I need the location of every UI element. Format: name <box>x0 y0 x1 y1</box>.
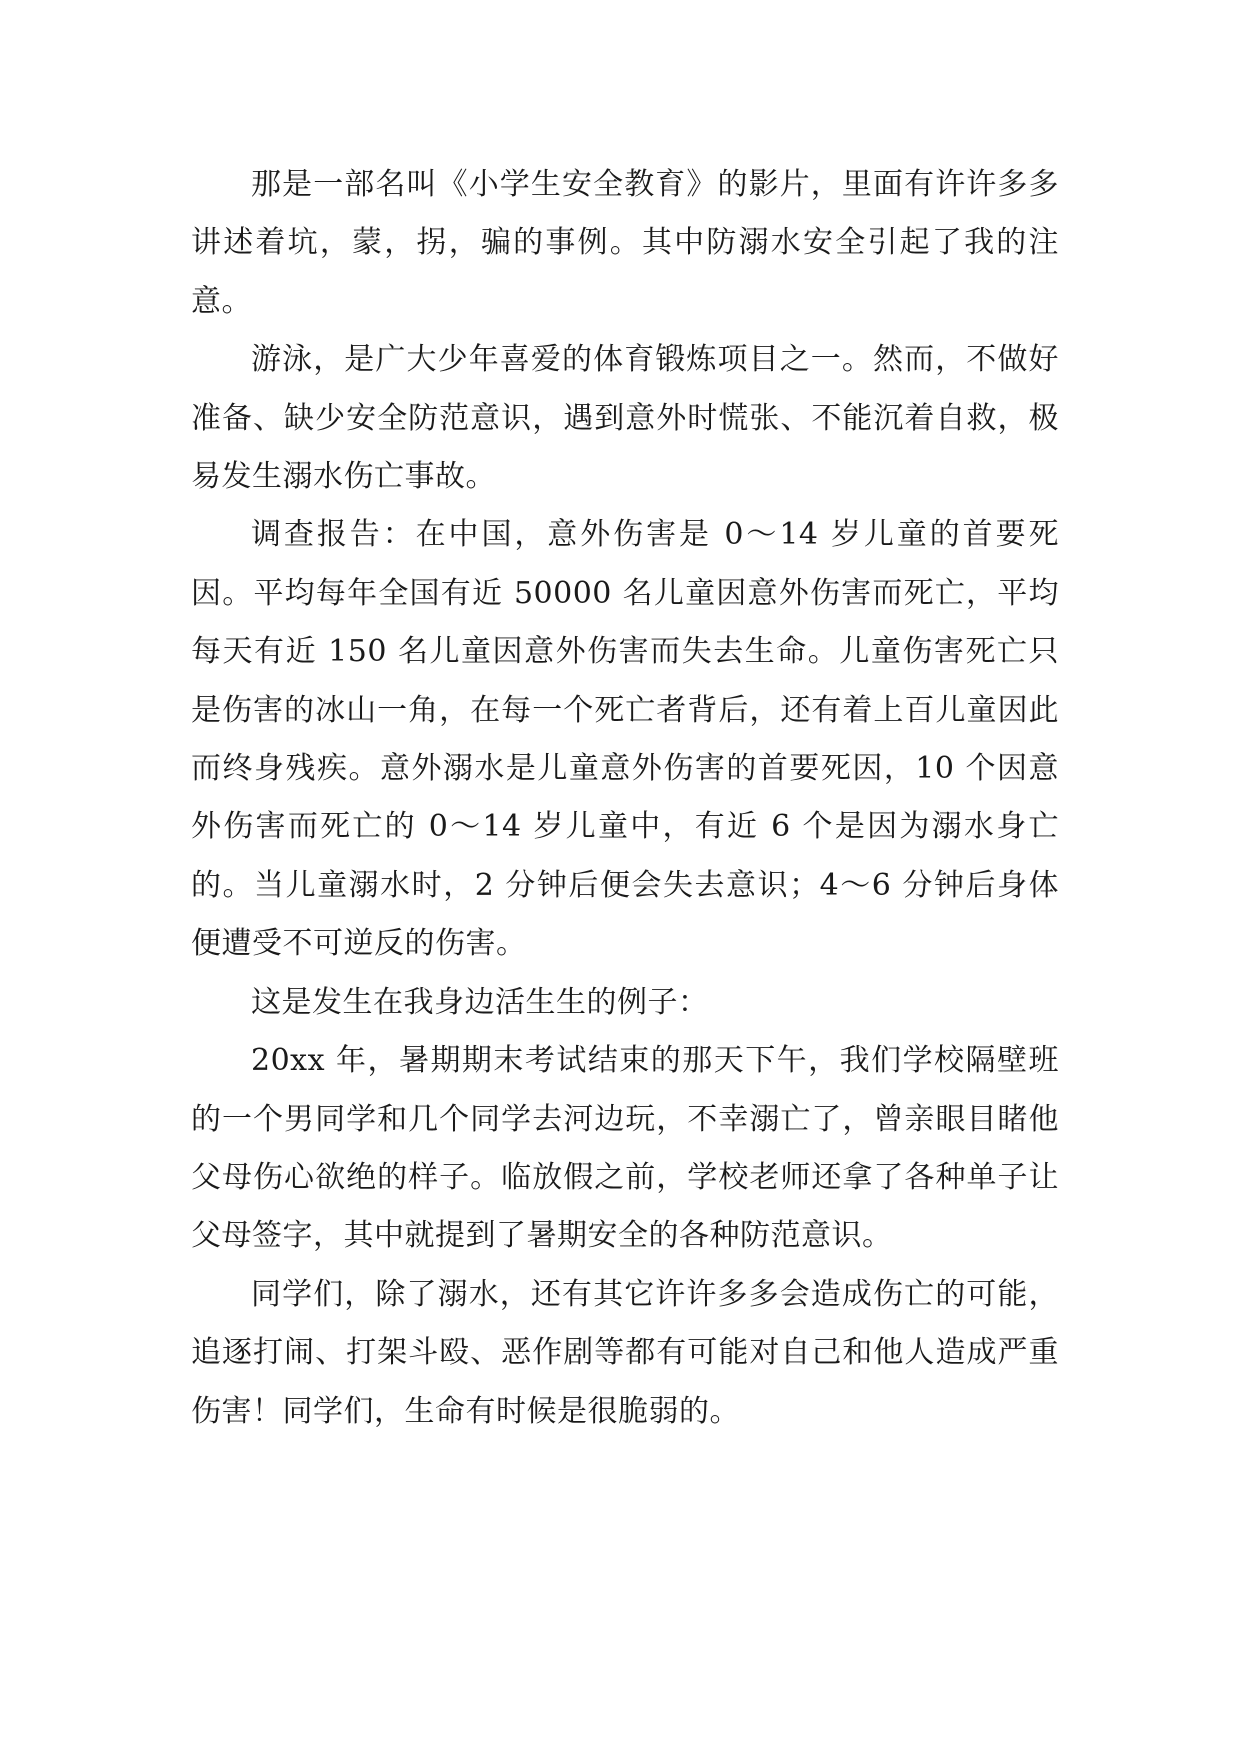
paragraph-film-intro: 那是一部名叫《小学生安全教育》的影片，里面有许许多多讲述着坑，蒙，拐，骗的事例。其中防溺水安全引起了我的注意。 <box>191 167 1059 319</box>
paragraph-example-intro: 这是发生在我身边活生生的例子： <box>251 984 709 1020</box>
paragraph-example-story: 20xx 年，暑期期末考试结束的那天下午，我们学校隔壁班的一个男同学和几个同学去河边玩，不幸溺亡了，曾亲眼目睹他父母伤心欲绝的样子。临放假之前，学校老师还拿了各种单子让父母签字，其中就提到了暑期安全的各种防范意识。 <box>191 1043 1059 1254</box>
paragraph-conclusion: 同学们，除了溺水，还有其它许许多多会造成伤亡的可能，追逐打闹、打架斗殴、恶作剧等都有可能对自己和他人造成严重伤害！同学们，生命有时候是很脆弱的。 <box>191 1276 1059 1429</box>
paragraph-survey-report: 调查报告：在中国，意外伤害是 0～14 岁儿童的首要死因。平均每年全国有近 50000 名儿童因意外伤害而死亡，平均每天有近 150 名儿童因意外伤害而失去生命。儿童伤害死亡只是伤害的冰山一角，在每一个死亡者背后，还有着上百儿童因此而终身残疾。意外溺水是儿童意外伤害的首要死因，10 个因意外伤害而死亡的 0～14 岁儿童中，有近 6 个是因为溺水身亡的。当儿童溺水时，2 分钟后便会失去意识；4～6 分钟后身体便遭受不可逆反的伤害。 <box>191 517 1059 962</box>
paragraph-swimming: 游泳，是广大少年喜爱的体育锻炼项目之一。然而，不做好准备、缺少安全防范意识，遇到意外时慌张、不能沉着自救，极易发生溺水伤亡事故。 <box>191 342 1059 495</box>
document-page <box>191 156 1059 1441</box>
